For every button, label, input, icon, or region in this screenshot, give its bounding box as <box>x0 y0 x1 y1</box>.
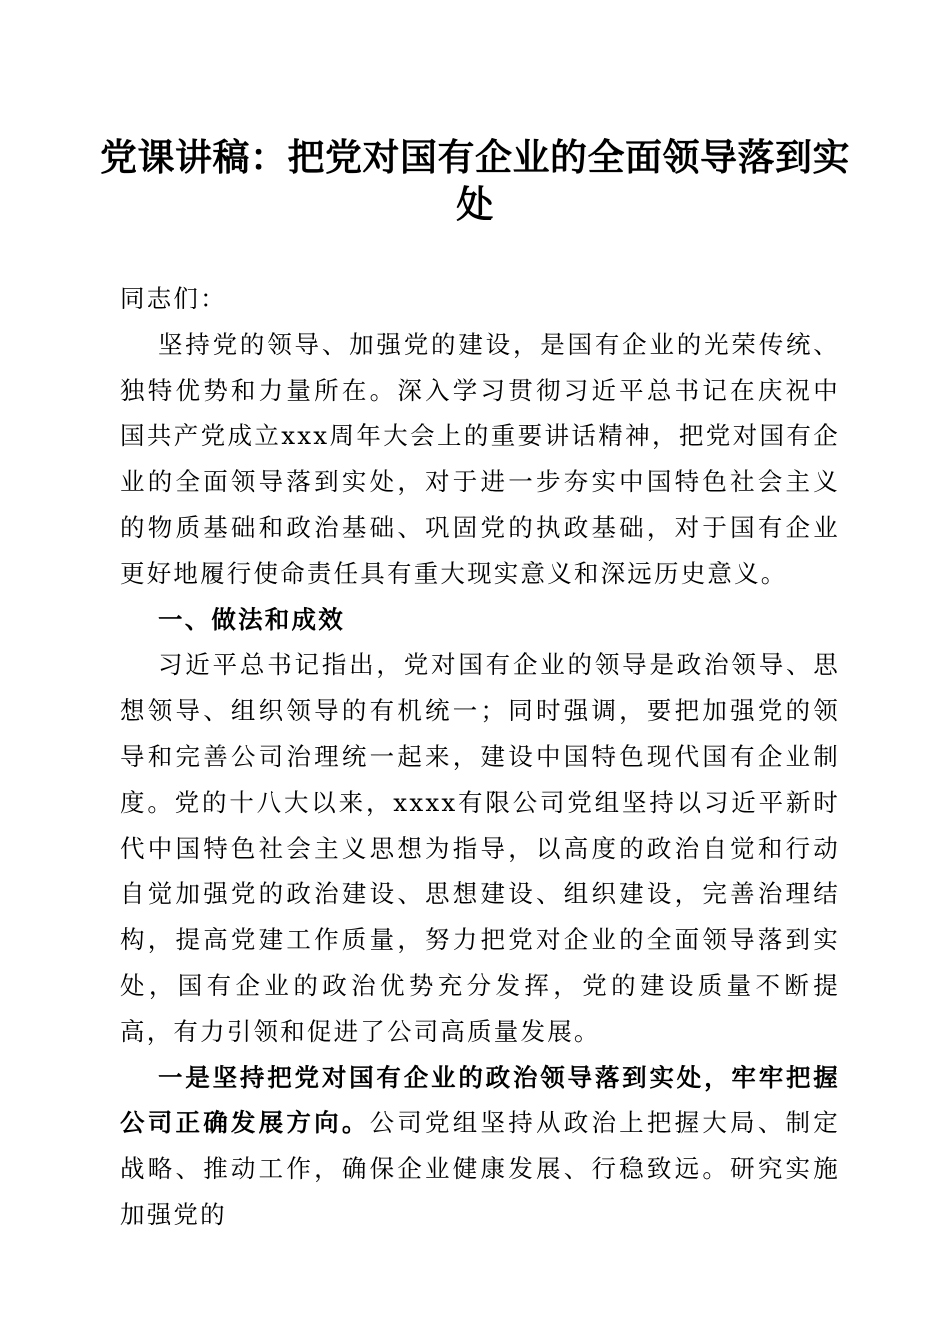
section-heading: 一、做法和成效 <box>158 604 345 634</box>
point-one-paragraph <box>120 1055 840 1238</box>
point-one-lead: 一是坚持把党对国有企业的政治领导落到实处，牢牢把握公司正确发展方向。 <box>120 1062 840 1138</box>
salutation: 同志们： <box>120 284 227 313</box>
document-title: 党课讲稿：把党对国有企业的全面领导落到实处 <box>100 135 850 226</box>
section-paragraph: 习近平总书记指出，党对国有企业的领导是政治领导、思想领导、组织领导的有机统一；同时强调，要把加强党的领导和完善公司治理统一起来，建设中国特色现代国有企业制度。党的十八大以来，xxxx有限公司党组坚持以习近平新时代中国特色社会主义思想为指导，以高度的政治自觉和行动自觉加强党的政治建设、思想建设、组织建设，完善治理结构，提高党建工作质量，努力把党对企业的全面领导落到实处，国有企业的政治优势充分发挥，党的建设质量不断提高，有力引领和促进了公司高质量发展。 <box>120 650 840 1046</box>
intro-paragraph: 坚持党的领导、加强党的建设，是国有企业的光荣传统、独特优势和力量所在。深入学习贯彻习近平总书记在庆祝中国共产党成立xxx周年大会上的重要讲话精神，把党对国有企业的全面领导落到实处，对于进一步夯实中国特色社会主义的物质基础和政治基础、巩固党的执政基础，对于国有企业更好地履行使命责任具有重大现实意义和深远历史意义。 <box>120 329 840 588</box>
document-body <box>120 276 840 1238</box>
point-one-text: 公司党组坚持从政治上把握大局、制定战略、推动工作，确保企业健康发展、行稳致远。研究实施加强党的 <box>120 1108 840 1229</box>
